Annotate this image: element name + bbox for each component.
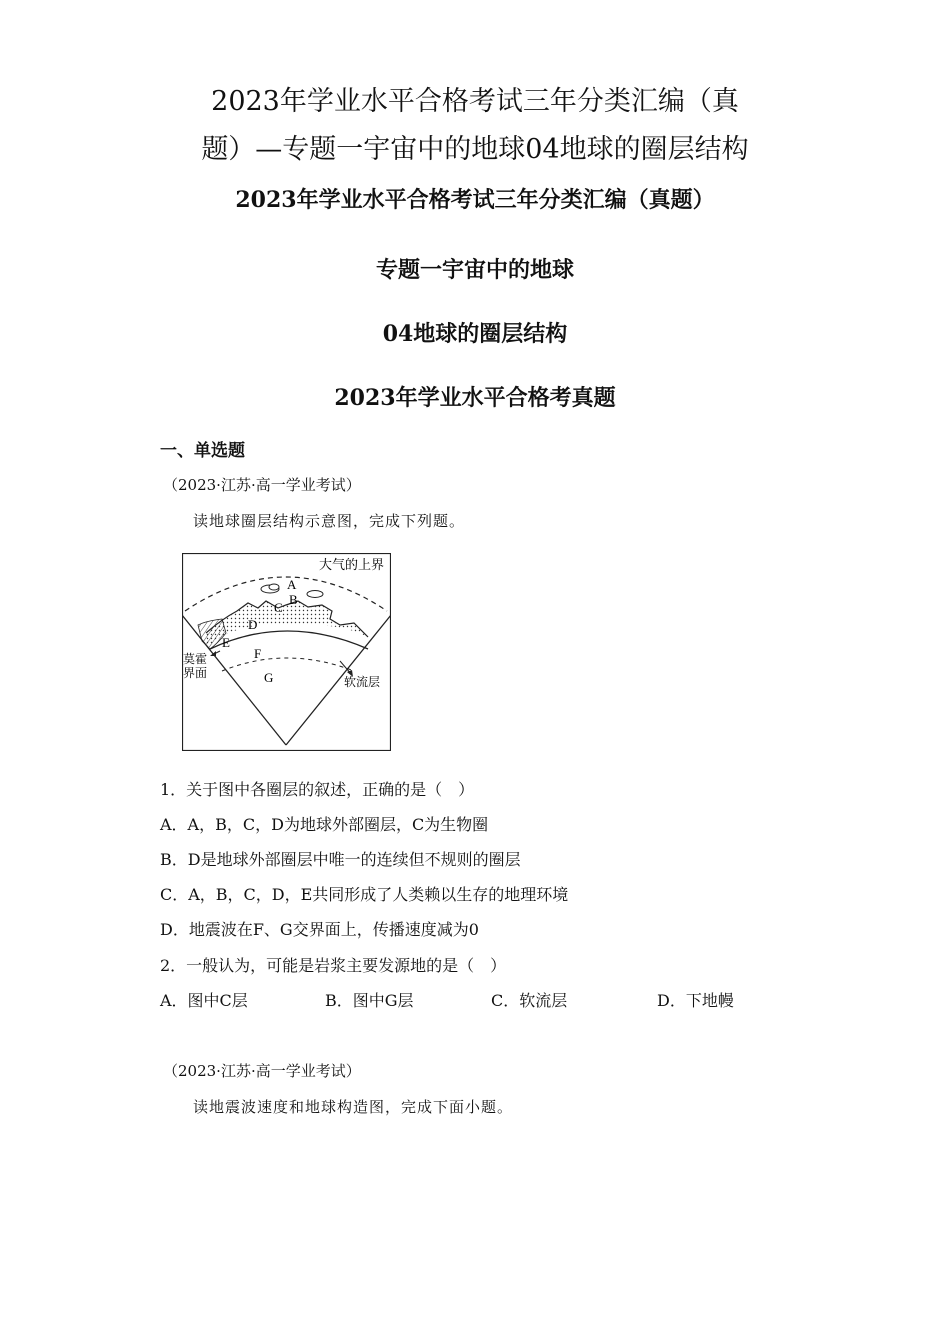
question-2-options xyxy=(160,988,780,1012)
label-b: B xyxy=(289,592,298,607)
exam-heading: 2023年学业水平合格考真题 xyxy=(334,385,616,411)
group1-source: （2023·江苏·高一学业考试） xyxy=(163,476,361,494)
label-moho-2: 界面 xyxy=(183,666,208,680)
question-1-stem: 1．关于图中各圈层的叙述，正确的是（ ） xyxy=(160,780,475,799)
question-1-option-a[interactable]: A．A，B，C，D为地球外部圈层，C为生物圈 xyxy=(160,815,489,834)
label-d: D xyxy=(248,617,258,632)
label-atmosphere-top: 大气的上界 xyxy=(319,557,385,572)
question-2-stem: 2．一般认为，可能是岩浆主要发源地的是（ ） xyxy=(160,956,507,975)
group1-intro: 读地球圈层结构示意图，完成下列题。 xyxy=(193,512,466,530)
question-2-option-d[interactable]: D．下地幔 xyxy=(657,991,734,1010)
question-1-option-b[interactable]: B．D是地球外部圈层中唯一的连续但不规则的圈层 xyxy=(160,850,521,869)
title-line-1: 2023年学业水平合格考试三年分类汇编（真 xyxy=(211,86,739,117)
question-2-option-c[interactable]: C．软流层 xyxy=(491,991,568,1010)
section-heading: 一、单选题 xyxy=(160,441,245,461)
earth-layers-diagram xyxy=(182,553,391,751)
label-e: E xyxy=(222,635,230,650)
label-g: G xyxy=(264,670,274,685)
label-f: F xyxy=(254,646,262,661)
document-title xyxy=(160,78,790,174)
group2-intro: 读地震波速度和地球构造图，完成下面小题。 xyxy=(193,1098,514,1116)
label-moho-1: 莫霍 xyxy=(183,652,208,666)
question-1-option-d[interactable]: D．地震波在F、G交界面上，传播速度减为0 xyxy=(160,920,479,939)
title-line-2: 题）—专题一宇宙中的地球04地球的圈层结构 xyxy=(201,134,749,165)
question-1-option-c[interactable]: C．A，B，C，D，E共同形成了人类赖以生存的地理环境 xyxy=(160,885,569,904)
label-asthenosphere: 软流层 xyxy=(344,675,381,689)
group2-source: （2023·江苏·高一学业考试） xyxy=(163,1062,361,1080)
subtitle: 2023年学业水平合格考试三年分类汇编（真题） xyxy=(235,187,715,213)
question-2-option-a[interactable]: A．图中C层 xyxy=(160,991,248,1010)
topic-heading: 专题一宇宙中的地球 xyxy=(375,257,574,283)
lesson-heading: 04地球的圈层结构 xyxy=(382,321,568,347)
label-a: A xyxy=(287,577,297,592)
label-c: C xyxy=(274,600,283,615)
question-2-option-b[interactable]: B．图中G层 xyxy=(325,991,414,1010)
